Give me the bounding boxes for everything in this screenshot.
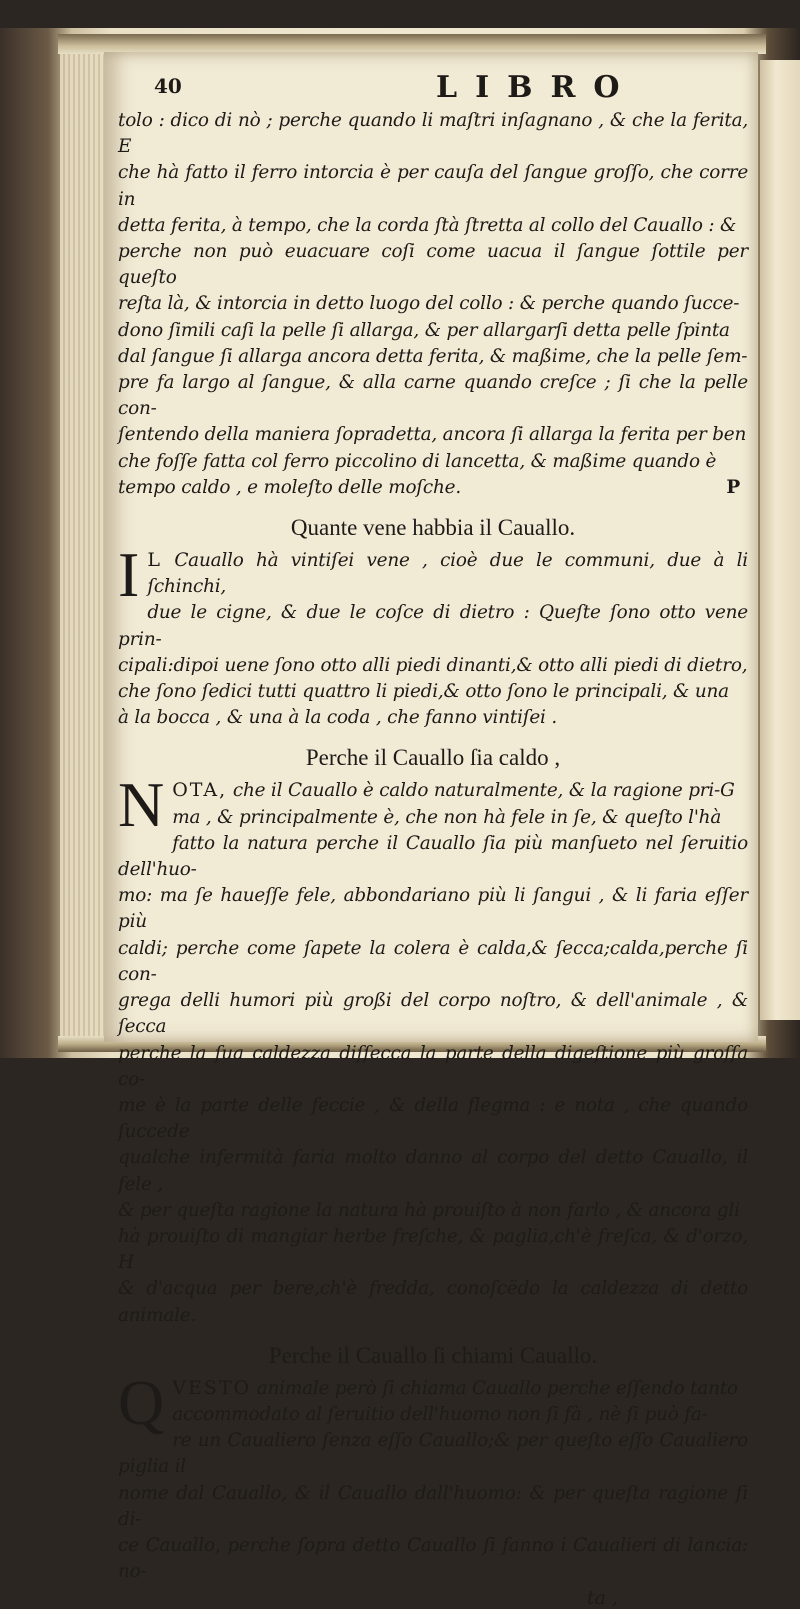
section-heading-nome: Perche il Cauallo ſi chiami Cauallo.	[268, 1342, 598, 1368]
paragraph-vene	[118, 539, 748, 731]
text-line: pre fa largo al ſangue, & alla carne quando creſce ; ſi che la pelle con-	[118, 372, 748, 420]
text-line: tolo : dico di nò ; perche quando li maſtri inſagnano , & che la ferita, E	[118, 110, 748, 158]
text-line: perche non può euacuare coſi come uacua il ſangue ſottile per queſto	[118, 241, 748, 289]
facing-page-strip	[760, 60, 800, 1020]
lead-word: OTA,	[172, 779, 228, 802]
drop-cap: Q	[118, 1366, 165, 1438]
running-title: LIBRO	[436, 70, 638, 105]
text-line-content: che il Cauallo è caldo naturalmente, & la ragione pri-G	[232, 780, 735, 802]
text-line-last	[118, 475, 748, 501]
page-edges-left	[60, 40, 106, 1040]
text-line	[118, 777, 748, 804]
paragraph-caldo	[118, 769, 748, 1328]
lead-word: VESTO	[172, 1376, 252, 1399]
drop-cap: I	[118, 539, 140, 611]
text-line: dal ſangue ſi allarga ancora detta ferita, & maßime, che la pelle ſem-	[118, 345, 748, 367]
page-edge-top	[58, 34, 766, 54]
text-line-content: tempo caldo , e moleſto delle moſche.	[118, 476, 461, 498]
text-line-content: animale però ſi chiama Cauallo perche eſſendo tanto	[256, 1377, 738, 1399]
drop-cap: N	[118, 769, 165, 841]
text-line	[118, 1375, 748, 1402]
text-line: che hà fatto il ferro intorcia è per cauſa del ſangue groſſo, che corre in	[118, 162, 748, 210]
text-line: che foſſe fatta col ferro piccolino di lancetta, & maßime quando è	[118, 450, 717, 472]
text-line: ce Cauallo, perche ſopra detto Cauallo ſi fanno i Caualieri di lancia: no-	[118, 1534, 748, 1583]
text-line: ſentendo della maniera ſopradetta, ancora ſi allarga la ferita per ben	[118, 424, 747, 446]
text-line-content: Cauallo hà vintiſei vene , cioè due le communi, due à li ſchinchi,	[147, 550, 748, 598]
text-line: caldi; perche come ſapete la colera è calda,& ſecca;calda,perche ſi con-	[118, 937, 748, 985]
page-number: 40	[154, 74, 182, 98]
margin-letter: P	[726, 476, 740, 498]
paragraph-nome	[118, 1366, 748, 1586]
text-line: hà prouiſto di mangiar herbe freſche, & paglia,ch'è freſca, & d'orzo, H	[118, 1225, 748, 1274]
catchword: ta ,	[586, 1587, 618, 1609]
text-line: grega delli humori più großi del corpo noſtro, & dell'animale , & ſecca	[118, 990, 748, 1038]
text-line: perche la ſua caldezza diſſecca la parte della digeſtione più groſſa co-	[118, 1042, 748, 1090]
section-heading-caldo: Perche il Cauallo ſia caldo ,	[305, 745, 561, 771]
text-line: fatto la natura perche il Cauallo ſia più manſueto nel ſeruitio dell'huo-	[118, 832, 748, 881]
text-line: detta ferita, à tempo, che la corda ſtà ſtretta al collo del Cauallo : &	[118, 214, 737, 236]
text-line: à la bocca , & una à la coda , che fanno vintiſei .	[118, 707, 558, 729]
page-header	[118, 70, 748, 108]
text-line: qualche infermità faria molto danno al corpo del detto Cauallo, il fele ,	[118, 1147, 748, 1195]
text-line: due le cigne, & due le coſce di dietro : Queſte ſono otto vene prin-	[118, 602, 748, 650]
paragraph-continuation	[118, 108, 748, 501]
text-line: cipali:dipoi uene ſono otto alli piedi dinanti,& otto alli piedi di dietro,	[118, 654, 748, 676]
page-text	[118, 70, 748, 1609]
text-line: me è la parte delle feccie , & della flegma : e nota , che quando ſuccede	[118, 1094, 748, 1143]
text-line: dono ſimili caſi la pelle ſi allarga, & per allargarſi detta pelle ſpinta	[118, 319, 730, 341]
text-line: accommodato al ſeruitio dell'huomo non ſi fà , nè ſi può fa-	[172, 1403, 708, 1425]
text-line: reſta là, & intorcia in detto luogo del collo : & perche quando ſucce-	[118, 293, 740, 315]
text-line: che ſono ſedici tutti quattro li piedi,& otto ſono le principali, & una	[118, 681, 729, 703]
lead-word: L	[147, 549, 162, 572]
text-line: & d'acqua per bere,ch'è fredda, conoſcëdo la caldezza di detto animale.	[118, 1278, 748, 1326]
section-heading-vene: Quante vene habbia il Cauallo.	[290, 515, 576, 541]
text-line: nome dal Cauallo, & il Cauallo dall'huomo: & per queſta ragione ſi di-	[118, 1482, 748, 1530]
text-line: & per queſta ragione la natura hà prouiſto à non farlo , & ancora gli	[118, 1199, 740, 1221]
text-line: re un Caualiero ſenza eſſo Cauallo;& per queſto eſſo Caualiero piglia il	[118, 1430, 748, 1478]
text-line: mo: ma ſe haueſſe fele, abbondariano più li ſangui , & li faria eſſer più	[118, 885, 748, 933]
text-line	[118, 539, 748, 611]
text-line: ma , & principalmente è, che non hà fele in ſe, & queſto l'hà	[172, 806, 722, 828]
